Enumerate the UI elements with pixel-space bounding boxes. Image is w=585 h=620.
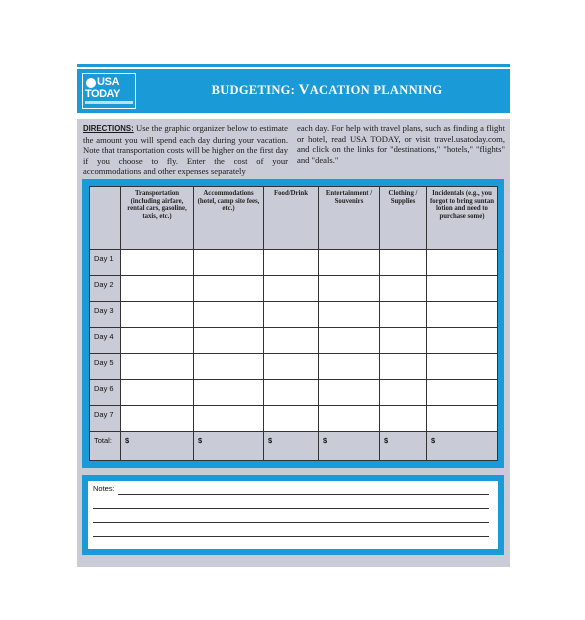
cost-cell[interactable] [194,328,264,354]
cost-cell[interactable] [121,302,194,328]
total-label: Total: [90,432,121,461]
worksheet [77,64,510,567]
cost-cell[interactable] [319,302,380,328]
table-row [90,354,498,380]
cost-cell[interactable] [380,250,427,276]
cost-cell[interactable] [427,354,498,380]
header-transportation: Transportation (including airfare, rental cars, gasoline, taxis, etc.) [121,187,194,250]
total-entertainment[interactable]: $ [319,432,380,461]
total-accommodations[interactable]: $ [194,432,264,461]
cost-cell[interactable] [121,328,194,354]
cost-cell[interactable] [380,380,427,406]
cost-cell[interactable] [319,354,380,380]
day-label: Day 5 [90,354,121,380]
header-banner [77,69,510,113]
header-clothing: Clothing / Supplies [380,187,427,250]
logo-tagline-bar [85,101,133,104]
day-label: Day 4 [90,328,121,354]
cost-cell[interactable] [319,406,380,432]
cost-cell[interactable] [194,380,264,406]
table-row [90,250,498,276]
notes-line [93,508,489,509]
cost-cell[interactable] [264,380,319,406]
cost-cell[interactable] [121,250,194,276]
total-clothing[interactable]: $ [380,432,427,461]
title-big-letter: V [298,82,310,98]
cost-cell[interactable] [194,276,264,302]
header-accommodations: Accommodations (hotel, camp site fees, etc.) [194,187,264,250]
cost-cell[interactable] [380,302,427,328]
cost-cell[interactable] [264,354,319,380]
title-rest: ACATION PLANNING [309,83,443,97]
globe-icon [86,78,96,88]
cost-cell[interactable] [380,328,427,354]
cost-cell[interactable] [121,380,194,406]
cost-cell[interactable] [380,354,427,380]
total-row [90,432,498,461]
cost-cell[interactable] [319,328,380,354]
header-cell-blank [90,187,121,250]
notes-line [93,536,489,537]
cost-cell[interactable] [319,250,380,276]
cost-cell[interactable] [319,276,380,302]
table-row [90,406,498,432]
day-label: Day 2 [90,276,121,302]
total-incidentals[interactable]: $ [427,432,498,461]
notes-label: Notes: [93,484,115,493]
cost-cell[interactable] [194,250,264,276]
directions-text-1: Use the graphic organizer below to estimate the amount you will spend each day during your vacation. Note that transportation costs will be higher on the first day if you choose to fly. Enter the cost of your accommodations and other expenses separately [83,123,288,176]
cost-cell[interactable] [427,302,498,328]
cost-cell[interactable] [427,250,498,276]
cost-cell[interactable] [121,354,194,380]
notes-frame [82,475,504,555]
cost-cell[interactable] [194,354,264,380]
cost-cell[interactable] [264,328,319,354]
header-incidentals: Incidentals (e.g., you forgot to bring suntan lotion and need to purchase some) [427,187,498,250]
day-label: Day 6 [90,380,121,406]
cost-cell[interactable] [264,250,319,276]
notes-line [93,522,489,523]
budget-table-frame [82,179,504,468]
header-rule [77,64,510,67]
cost-cell[interactable] [194,302,264,328]
header-entertainment: Entertainment / Souvenirs [319,187,380,250]
logo-line1: USA [97,76,120,88]
header-row [90,187,498,250]
header-food-drink: Food/Drink [264,187,319,250]
directions-label: DIRECTIONS: [83,124,134,133]
total-food-drink[interactable]: $ [264,432,319,461]
budget-table [89,186,498,461]
cost-cell[interactable] [380,406,427,432]
cost-cell[interactable] [319,380,380,406]
day-label: Day 7 [90,406,121,432]
table-row [90,328,498,354]
logo-line2: TODAY [85,88,120,100]
cost-cell[interactable] [121,276,194,302]
notes-box[interactable] [88,481,498,549]
directions-col-1 [83,123,288,177]
cost-cell[interactable] [194,406,264,432]
cost-cell[interactable] [427,276,498,302]
cost-cell[interactable] [264,276,319,302]
cost-cell[interactable] [427,380,498,406]
cost-cell[interactable] [427,328,498,354]
page-title [167,82,487,99]
cost-cell[interactable] [264,406,319,432]
table-row [90,302,498,328]
title-prefix: BUDGETING: [211,83,299,97]
cost-cell[interactable] [121,406,194,432]
day-label: Day 1 [90,250,121,276]
usa-today-logo [82,73,136,109]
table-row [90,380,498,406]
cost-cell[interactable] [264,302,319,328]
table-row [90,276,498,302]
notes-line [118,494,489,495]
cost-cell[interactable] [427,406,498,432]
total-transportation[interactable]: $ [121,432,194,461]
cost-cell[interactable] [380,276,427,302]
directions-col-2: each day. For help with travel plans, such as finding a flight or hotel, read USA TODAY, or visit travel.usatoday.com, and click on the links for "destinations," "hotels," "flights" and "deals." [297,123,505,165]
worksheet-body [77,119,510,567]
day-label: Day 3 [90,302,121,328]
